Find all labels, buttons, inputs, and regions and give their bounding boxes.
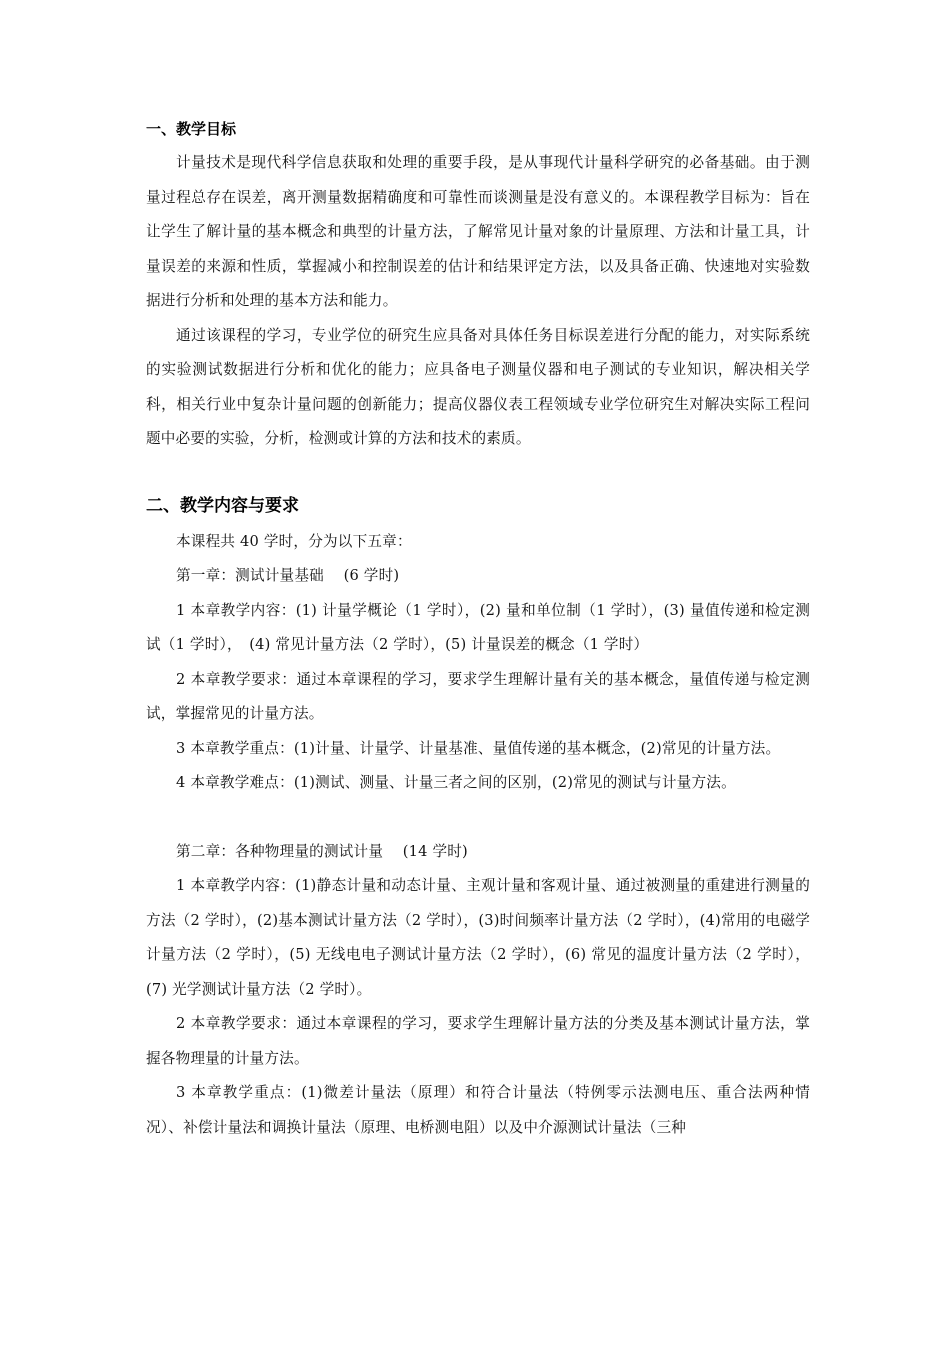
chapter-1-content: 1 本章教学内容：(1) 计量学概论（1 学时），(2) 量和单位制（1 学时），(3) 量值传递和检定测试（1 学时）， (4) 常见计量方法（2 学时），(5) 计量误差的概念（1 学时） <box>146 601 810 653</box>
chapter-2-title: 第二章：各种物理量的测试计量 (14 学时) <box>176 842 468 860</box>
chapter-2-key-points: 3 本章教学重点：(1)微差计量法（原理）和符合计量法（特例零示法测电压、重合法两种情况）、补偿计量法和调换计量法（原理、电桥测电阻）以及中介源测试计量法（三种 <box>146 1084 810 1136</box>
course-intro: 本课程共 40 学时，分为以下五章： <box>176 532 412 550</box>
chapter-2-requirements: 2 本章教学要求：通过本章课程的学习，要求学生理解计量方法的分类及基本测试计量方法，掌握各物理量的计量方法。 <box>146 1015 810 1067</box>
chapter-1-key-points: 3 本章教学重点：(1)计量、计量学、计量基准、量值传递的基本概念，(2)常见的计量方法。 <box>176 739 781 757</box>
chapter-1-title: 第一章：测试计量基础 (6 学时) <box>176 567 400 584</box>
goal-paragraph-1: 计量技术是现代科学信息获取和处理的重要手段，是从事现代计量科学研究的必备基础。由于测量过程总存在误差，离开测量数据精确度和可靠性而谈测量是没有意义的。本课程教学目标为：旨在让学生了解计量的基本概念和典型的计量方法，了解常见计量对象的计量原理、方法和计量工具，计量误差的来源和性质，掌握减小和控制误差的估计和结果评定方法，以及具备正确、快速地对实验数据进行分析和处理的基本方法和能力。 <box>146 154 810 309</box>
chapter-1-requirements: 2 本章教学要求：通过本章课程的学习，要求学生理解计量有关的基本概念，量值传递与检定测试，掌握常见的计量方法。 <box>146 670 810 722</box>
chapter-spacer <box>146 801 810 835</box>
section-spacer <box>146 457 810 489</box>
section-heading-teaching-goals: 一、教学目标 <box>146 120 237 138</box>
chapter-1-difficulties: 4 本章教学难点：(1)测试、测量、计量三者之间的区别，(2)常见的测试与计量方法。 <box>176 774 736 791</box>
section-heading-content-requirements: 二、教学内容与要求 <box>146 495 299 516</box>
document-page <box>146 112 810 1145</box>
goal-paragraph-2: 通过该课程的学习，专业学位的研究生应具备对具体任务目标误差进行分配的能力，对实际系统的实验测试数据进行分析和优化的能力；应具备电子测量仪器和电子测试的专业知识，解决相关学科，相关行业中复杂计量问题的创新能力；提高仪器仪表工程领域专业学位研究生对解决实际工程问题中必要的实验，分析，检测或计算的方法和技术的素质。 <box>146 326 810 447</box>
chapter-2-content: 1 本章教学内容：(1)静态计量和动态计量、主观计量和客观计量、通过被测量的重建进行测量的方法（2 学时），(2)基本测试计量方法（2 学时），(3)时间频率计量方法（2 学时），(4)常用的电磁学计量方法（2 学时），(5) 无线电电子测试计量方法（2 学时），(6) 常见的温度计量方法（2 学时），(7) 光学测试计量方法（2 学时）。 <box>146 877 810 998</box>
